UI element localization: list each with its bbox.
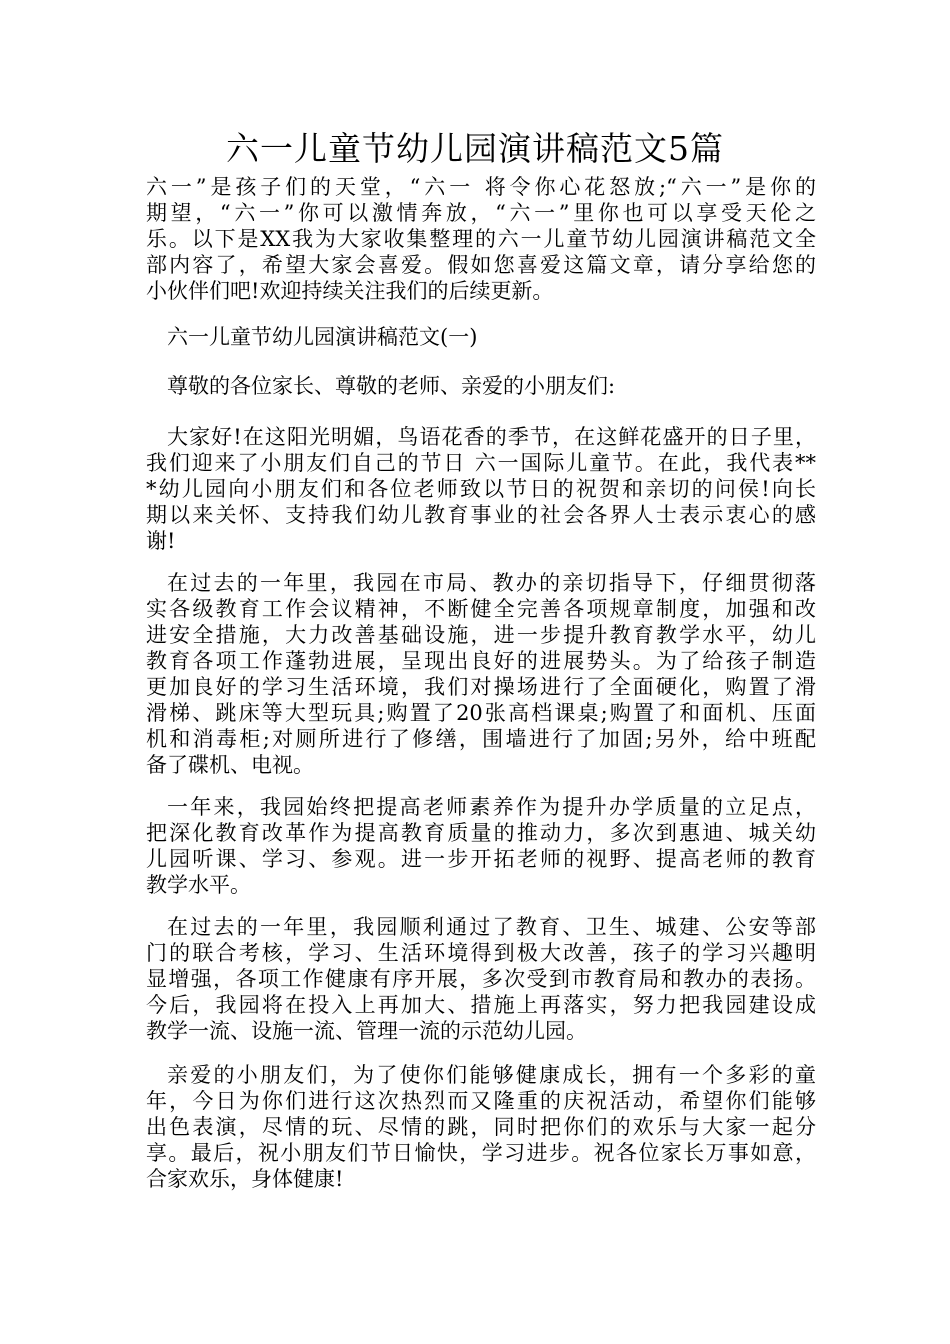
text-line: 小伙伴们吧!欢迎持续关注我们的后续更新。 — [146, 279, 554, 303]
text-line: 亲爱的小朋友们，为了使你们能够健康成长，拥有一个多彩的童 — [167, 1063, 816, 1087]
text-line: 一年来，我园始终把提高老师素养作为提升办学质量的立足点， — [167, 795, 816, 819]
text-line: 乐。以下是XX我为大家收集整理的六一儿童节幼儿园演讲稿范文全 — [146, 227, 816, 251]
text-line: 部内容了，希望大家会喜爱。假如您喜爱这篇文章，请分享给您的 — [146, 253, 816, 277]
text-line: 实各级教育工作会议精神，不断健全完善各项规章制度，加强和改 — [146, 597, 816, 621]
text-line: 我们迎来了小朋友们自己的节日 六一国际儿童节。在此，我代表** — [146, 451, 816, 475]
text-line: 合家欢乐，身体健康! — [146, 1167, 344, 1191]
text-line: 备了碟机、电视。 — [146, 753, 314, 777]
text-line: 教育各项工作蓬勃进展，呈现出良好的进展势头。为了给孩子制造 — [146, 649, 816, 673]
text-line: 大家好!在这阳光明媚，鸟语花香的季节，在这鲜花盛开的日子里， — [167, 425, 816, 449]
text-line: 把深化教育改革作为提高教育质量的推动力，多次到惠迪、城关幼 — [146, 821, 816, 845]
text-line: 儿园听课、学习、参观。进一步开拓老师的视野、提高老师的教育 — [146, 847, 816, 871]
salutation: 尊敬的各位家长、尊敬的老师、亲爱的小朋友们: — [167, 374, 616, 398]
intro-paragraph — [146, 174, 816, 304]
text-line: 出色表演，尽情的玩、尽情的跳，同时把你们的欢乐与大家一起分 — [146, 1115, 816, 1139]
text-line: 进安全措施，大力改善基础设施，进一步提升教育教学水平，幼儿 — [146, 623, 816, 647]
text-line: 教学水平。 — [146, 873, 251, 897]
text-line: *幼儿园向小朋友们和各位老师致以节日的祝贺和亲切的问侯!向长 — [146, 477, 816, 501]
paragraph-4 — [146, 914, 816, 1044]
text-line: 机和消毒柜;对厕所进行了修缮，围墙进行了加固;另外，给中班配 — [146, 727, 816, 751]
text-line: 今后，我园将在投入上再加大、措施上再落实，努力把我园建设成 — [146, 993, 816, 1017]
paragraph-2 — [146, 570, 816, 778]
text-line: 六一”是孩子们的天堂，“六一 将令你心花怒放;“六一”是你的 — [146, 175, 816, 199]
text-line: 滑梯、跳床等大型玩具;购置了20张高档课桌;购置了和面机、压面 — [146, 701, 816, 725]
paragraph-3 — [146, 794, 816, 898]
section-heading: 六一儿童节幼儿园演讲稿范文(一) — [167, 325, 478, 349]
page-title: 六一儿童节幼儿园演讲稿范文5篇 — [226, 129, 724, 168]
text-line: 在过去的一年里，我园在市局、教办的亲切指导下，仔细贯彻落 — [167, 571, 816, 595]
paragraph-1 — [146, 424, 816, 554]
text-line: 年，今日为你们进行这次热烈而又隆重的庆祝活动，希望你们能够 — [146, 1089, 816, 1113]
paragraph-5 — [146, 1062, 816, 1192]
text-line: 期以来关怀、支持我们幼儿教育事业的社会各界人士表示衷心的感 — [146, 503, 816, 527]
text-line: 门的联合考核，学习、生活环境得到极大改善，孩子的学习兴趣明 — [146, 941, 816, 965]
text-line: 教学一流、设施一流、管理一流的示范幼儿园。 — [146, 1019, 587, 1043]
text-line: 谢! — [146, 529, 176, 553]
text-line: 显增强，各项工作健康有序开展，多次受到市教育局和教办的表扬。 — [146, 967, 816, 991]
text-line: 期望，“六一”你可以激情奔放，“六一”里你也可以享受天伦之 — [146, 201, 816, 225]
text-line: 在过去的一年里，我园顺利通过了教育、卫生、城建、公安等部 — [167, 915, 816, 939]
text-line: 更加良好的学习生活环境，我们对操场进行了全面硬化，购置了滑 — [146, 675, 816, 699]
text-line: 享。最后，祝小朋友们节日愉快，学习进步。祝各位家长万事如意， — [146, 1141, 816, 1165]
